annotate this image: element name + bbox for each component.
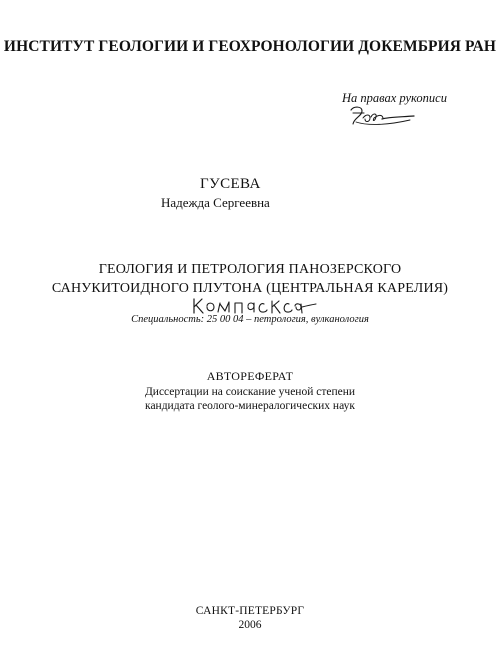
title-line-1: ГЕОЛОГИЯ И ПЕТРОЛОГИЯ ПАНОЗЕРСКОГО bbox=[98, 262, 402, 277]
author-surname: ГУСЕВА bbox=[200, 176, 261, 192]
title-line-2: САНУКИТОИДНОГО ПЛУТОНА (ЦЕНТРАЛЬНАЯ КАРЕЛИЯ) bbox=[51, 281, 449, 296]
document-type: АВТОРЕФЕРАТ bbox=[206, 369, 294, 383]
institute-heading: ИНСТИТУТ ГЕОЛОГИИ И ГЕОХРОНОЛОГИИ ДОКЕМБРИЯ РАН bbox=[3, 38, 497, 55]
publication-year: 2006 bbox=[238, 619, 262, 631]
manuscript-rights-note: На правах рукописи bbox=[342, 91, 447, 105]
author-signature bbox=[348, 104, 418, 130]
specialty-line: Специальность: 25 00 04 – петрология, вулканология bbox=[131, 314, 369, 325]
degree-line-1: Диссертации на соискание ученой степени bbox=[144, 386, 356, 398]
publication-place: САНКТ-ПЕТЕРБУРГ bbox=[195, 605, 305, 617]
author-given-names: Надежда Сергеевна bbox=[161, 195, 270, 210]
degree-line-2: кандидата геолого-минералогических наук bbox=[145, 400, 355, 412]
